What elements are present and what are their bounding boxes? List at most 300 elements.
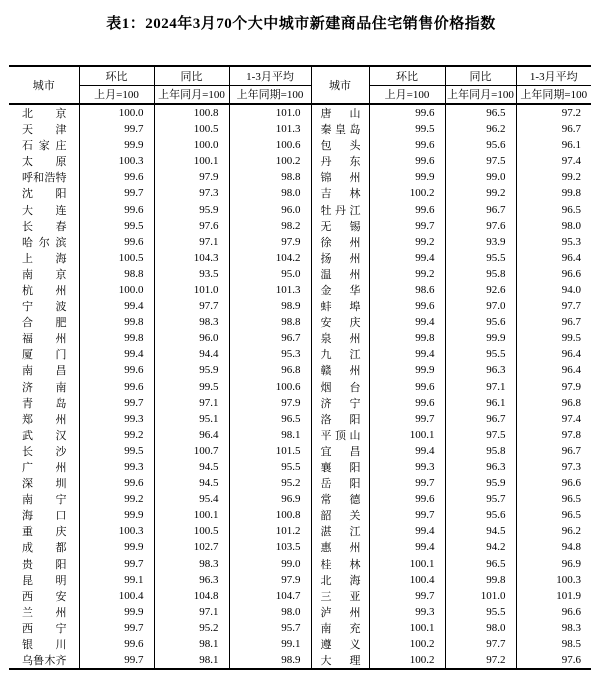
header-avg-base-left: 上年同期=100 <box>229 85 311 104</box>
yoy-value-r: 95.9 <box>445 475 516 491</box>
table-row <box>9 137 591 153</box>
city-cell-r: 遵义 <box>311 636 369 652</box>
city-cell-r: 安庆 <box>311 314 369 330</box>
table-row <box>9 346 591 362</box>
yoy-value: 97.7 <box>154 298 229 314</box>
yoy-value-r: 97.2 <box>445 652 516 669</box>
avg-value: 100.6 <box>229 379 311 395</box>
mom-value-r: 99.4 <box>369 523 445 539</box>
avg-value-r: 101.9 <box>556 589 581 602</box>
yoy-value-r: 97.7 <box>445 636 516 652</box>
city-cell: 福州 <box>9 330 79 346</box>
city-cell: 南宁 <box>9 491 79 507</box>
yoy-value-r: 99.9 <box>445 330 516 346</box>
yoy-value-r: 97.1 <box>445 379 516 395</box>
mom-value: 99.9 <box>79 137 154 153</box>
city-cell-r: 洛阳 <box>311 411 369 427</box>
mom-value: 100.0 <box>79 104 154 121</box>
mom-value: 99.6 <box>79 636 154 652</box>
mom-value-r: 99.7 <box>369 411 445 427</box>
city-cell-r: 赣州 <box>311 362 369 378</box>
mom-value-r: 100.2 <box>369 636 445 652</box>
yoy-value: 101.0 <box>154 282 229 298</box>
city-cell-r: 北海 <box>311 572 369 588</box>
mom-value: 99.6 <box>79 234 154 250</box>
city-cell: 沈阳 <box>9 185 79 201</box>
city-cell: 长春 <box>9 218 79 234</box>
avg-value-r: 94.0 <box>561 283 581 296</box>
header-mom-right: 环比 <box>369 66 445 85</box>
mom-value: 99.7 <box>79 185 154 201</box>
yoy-value-r: 98.0 <box>445 620 516 636</box>
avg-value-r: 96.8 <box>561 396 581 409</box>
mom-value-r: 100.2 <box>369 652 445 669</box>
mom-value: 99.8 <box>79 314 154 330</box>
city-cell-r: 惠州 <box>311 539 369 555</box>
yoy-value-r: 95.5 <box>445 604 516 620</box>
city-cell: 济南 <box>9 379 79 395</box>
city-cell: 广州 <box>9 459 79 475</box>
yoy-value-r: 96.3 <box>445 362 516 378</box>
city-cell: 南昌 <box>9 362 79 378</box>
city-cell: 合肥 <box>9 314 79 330</box>
avg-value-r: 95.3 <box>561 235 581 248</box>
city-cell-r: 吉林 <box>311 185 369 201</box>
table-row <box>9 572 591 588</box>
city-cell: 大连 <box>9 201 79 217</box>
mom-value-r: 99.7 <box>369 218 445 234</box>
avg-value: 97.9 <box>229 234 311 250</box>
table-row <box>9 169 591 185</box>
mom-value-r: 100.1 <box>369 620 445 636</box>
mom-value: 99.3 <box>79 411 154 427</box>
yoy-value: 95.2 <box>154 620 229 636</box>
city-cell-r: 泸州 <box>311 604 369 620</box>
table-body <box>9 104 591 669</box>
avg-value-r: 97.2 <box>561 107 581 119</box>
mom-value-r: 99.6 <box>369 298 445 314</box>
city-cell: 昆明 <box>9 572 79 588</box>
city-cell: 太原 <box>9 153 79 169</box>
avg-value-r: 99.8 <box>561 187 581 200</box>
yoy-value-r: 95.5 <box>445 250 516 266</box>
yoy-value: 96.4 <box>154 427 229 443</box>
avg-value: 99.1 <box>229 636 311 652</box>
mom-value: 99.7 <box>79 620 154 636</box>
mom-value: 99.2 <box>79 427 154 443</box>
mom-value-r: 98.6 <box>369 282 445 298</box>
yoy-value: 98.3 <box>154 556 229 572</box>
mom-value-r: 99.6 <box>369 137 445 153</box>
table-row <box>9 201 591 217</box>
avg-value: 99.0 <box>229 556 311 572</box>
header-avg-left: 1-3月平均 <box>229 66 311 85</box>
mom-value: 100.3 <box>79 153 154 169</box>
mom-value: 99.5 <box>79 218 154 234</box>
avg-value: 95.2 <box>229 475 311 491</box>
mom-value-r: 99.5 <box>369 121 445 137</box>
city-cell-r: 湛江 <box>311 523 369 539</box>
avg-value-r: 96.4 <box>561 364 581 377</box>
avg-value-r: 98.0 <box>561 219 581 232</box>
avg-value: 96.7 <box>229 330 311 346</box>
yoy-value-r: 95.8 <box>445 266 516 282</box>
yoy-value-r: 95.7 <box>445 491 516 507</box>
avg-value: 96.5 <box>229 411 311 427</box>
table-row <box>9 250 591 266</box>
header-city-left: 城市 <box>9 66 79 104</box>
yoy-value-r: 97.0 <box>445 298 516 314</box>
city-cell-r: 韶关 <box>311 507 369 523</box>
yoy-value: 98.3 <box>154 314 229 330</box>
mom-value: 100.5 <box>79 250 154 266</box>
yoy-value-r: 96.1 <box>445 395 516 411</box>
avg-value-r: 97.4 <box>561 155 581 168</box>
avg-value-r: 96.4 <box>561 348 581 361</box>
table-row <box>9 379 591 395</box>
yoy-value-r: 96.3 <box>445 459 516 475</box>
header-avg-right: 1-3月平均 <box>516 66 591 85</box>
city-cell: 成都 <box>9 539 79 555</box>
mom-value-r: 99.2 <box>369 234 445 250</box>
yoy-value-r: 97.5 <box>445 153 516 169</box>
table-row <box>9 491 591 507</box>
avg-value: 98.9 <box>229 652 311 669</box>
avg-value-r: 94.8 <box>561 541 581 554</box>
city-cell-r: 襄阳 <box>311 459 369 475</box>
table-row <box>9 636 591 652</box>
city-cell: 宁波 <box>9 298 79 314</box>
avg-value: 98.0 <box>229 185 311 201</box>
header-yoy-base-left: 上年同月=100 <box>154 85 229 104</box>
mom-value: 99.4 <box>79 346 154 362</box>
mom-value-r: 99.6 <box>369 379 445 395</box>
mom-value: 99.7 <box>79 121 154 137</box>
table-row <box>9 588 591 604</box>
yoy-value: 100.0 <box>154 137 229 153</box>
city-cell: 深圳 <box>9 475 79 491</box>
city-cell: 海口 <box>9 507 79 523</box>
header-mom-base-left: 上月=100 <box>79 85 154 104</box>
header-mom-base-right: 上月=100 <box>369 85 445 104</box>
avg-value-r: 99.5 <box>561 332 581 345</box>
city-cell: 乌鲁木齐 <box>9 652 79 669</box>
avg-value-r: 96.7 <box>561 123 581 136</box>
price-index-table <box>9 65 591 670</box>
avg-value: 104.2 <box>229 250 311 266</box>
yoy-value-r: 99.8 <box>445 572 516 588</box>
avg-value: 98.2 <box>229 218 311 234</box>
mom-value: 98.8 <box>79 266 154 282</box>
avg-value-r: 96.9 <box>561 557 581 570</box>
city-cell-r: 扬州 <box>311 250 369 266</box>
yoy-value-r: 96.5 <box>445 104 516 121</box>
city-cell-r: 丹东 <box>311 153 369 169</box>
yoy-value-r: 96.7 <box>445 201 516 217</box>
avg-value-r: 97.6 <box>561 654 581 667</box>
city-cell-r: 桂林 <box>311 556 369 572</box>
table-row <box>9 539 591 555</box>
city-cell: 南京 <box>9 266 79 282</box>
yoy-value: 100.7 <box>154 443 229 459</box>
yoy-value-r: 94.5 <box>445 523 516 539</box>
table-row <box>9 459 591 475</box>
yoy-value: 98.1 <box>154 636 229 652</box>
avg-value-r: 96.6 <box>561 267 581 280</box>
yoy-value-r: 97.5 <box>445 427 516 443</box>
avg-value-r: 96.1 <box>561 139 581 152</box>
avg-value-r: 96.5 <box>561 493 581 506</box>
table-row <box>9 556 591 572</box>
avg-value-r: 98.5 <box>561 638 581 651</box>
yoy-value: 97.6 <box>154 218 229 234</box>
mom-value-r: 99.6 <box>369 395 445 411</box>
city-cell-r: 无锡 <box>311 218 369 234</box>
table-row <box>9 104 591 121</box>
yoy-value: 97.3 <box>154 185 229 201</box>
city-cell: 杭州 <box>9 282 79 298</box>
header-avg-base-right: 上年同期=100 <box>516 85 591 104</box>
mom-value-r: 99.9 <box>369 362 445 378</box>
mom-value-r: 99.4 <box>369 443 445 459</box>
mom-value-r: 99.2 <box>369 266 445 282</box>
avg-value-r: 96.2 <box>561 525 581 538</box>
avg-value: 103.5 <box>229 539 311 555</box>
yoy-value: 96.0 <box>154 330 229 346</box>
mom-value: 99.9 <box>79 604 154 620</box>
table-row <box>9 266 591 282</box>
mom-value: 99.7 <box>79 652 154 669</box>
avg-value: 95.0 <box>229 266 311 282</box>
yoy-value: 95.9 <box>154 362 229 378</box>
avg-value: 95.7 <box>229 620 311 636</box>
mom-value: 99.5 <box>79 443 154 459</box>
city-cell: 西宁 <box>9 620 79 636</box>
mom-value-r: 100.4 <box>369 572 445 588</box>
avg-value-r: 96.6 <box>561 477 581 490</box>
avg-value: 101.5 <box>229 443 311 459</box>
city-cell-r: 平顶山 <box>311 427 369 443</box>
yoy-value: 95.9 <box>154 201 229 217</box>
city-cell: 上海 <box>9 250 79 266</box>
avg-value: 95.5 <box>229 459 311 475</box>
avg-value: 96.9 <box>229 491 311 507</box>
avg-value-r: 98.3 <box>561 621 581 634</box>
avg-value: 96.8 <box>229 362 311 378</box>
table-row <box>9 362 591 378</box>
city-cell-r: 宜昌 <box>311 443 369 459</box>
yoy-value: 97.1 <box>154 234 229 250</box>
avg-value: 100.6 <box>229 137 311 153</box>
avg-value-r: 97.4 <box>561 412 581 425</box>
yoy-value-r: 101.0 <box>445 588 516 604</box>
city-cell-r: 秦皇岛 <box>311 121 369 137</box>
avg-value-r: 96.6 <box>561 605 581 618</box>
avg-value-r: 100.3 <box>556 573 581 586</box>
yoy-value: 93.5 <box>154 266 229 282</box>
mom-value-r: 99.4 <box>369 346 445 362</box>
yoy-value: 94.5 <box>154 459 229 475</box>
mom-value: 99.7 <box>79 395 154 411</box>
table-row <box>9 427 591 443</box>
city-cell-r: 烟台 <box>311 379 369 395</box>
city-cell: 呼和浩特 <box>9 169 79 185</box>
table-row <box>9 475 591 491</box>
table-row <box>9 411 591 427</box>
yoy-value: 97.1 <box>154 604 229 620</box>
yoy-value: 97.9 <box>154 169 229 185</box>
avg-value-r: 97.7 <box>561 300 581 313</box>
city-cell: 兰州 <box>9 604 79 620</box>
avg-value: 98.1 <box>229 427 311 443</box>
mom-value-r: 99.7 <box>369 475 445 491</box>
table-row <box>9 620 591 636</box>
city-cell: 长沙 <box>9 443 79 459</box>
table-row <box>9 443 591 459</box>
mom-value-r: 100.1 <box>369 556 445 572</box>
yoy-value: 97.1 <box>154 395 229 411</box>
mom-value: 100.4 <box>79 588 154 604</box>
city-cell: 郑州 <box>9 411 79 427</box>
avg-value: 101.3 <box>229 121 311 137</box>
avg-value: 98.8 <box>229 314 311 330</box>
mom-value: 99.7 <box>79 556 154 572</box>
mom-value-r: 99.8 <box>369 330 445 346</box>
yoy-value: 100.8 <box>154 104 229 121</box>
avg-value-r: 96.5 <box>561 509 581 522</box>
yoy-value: 104.3 <box>154 250 229 266</box>
mom-value: 99.1 <box>79 572 154 588</box>
city-cell-r: 唐山 <box>311 104 369 121</box>
table-row <box>9 185 591 201</box>
city-cell-r: 泉州 <box>311 330 369 346</box>
mom-value-r: 99.6 <box>369 491 445 507</box>
city-cell-r: 包头 <box>311 137 369 153</box>
header-yoy-right: 同比 <box>445 66 516 85</box>
avg-value: 101.0 <box>229 104 311 121</box>
yoy-value: 96.3 <box>154 572 229 588</box>
city-cell-r: 蚌埠 <box>311 298 369 314</box>
yoy-value: 95.4 <box>154 491 229 507</box>
mom-value: 99.9 <box>79 507 154 523</box>
avg-value-r: 97.9 <box>561 380 581 393</box>
header-mom-left: 环比 <box>79 66 154 85</box>
city-cell: 西安 <box>9 588 79 604</box>
table-row <box>9 604 591 620</box>
yoy-value-r: 96.5 <box>445 556 516 572</box>
yoy-value: 98.1 <box>154 652 229 669</box>
table-header <box>9 66 591 104</box>
table-row <box>9 282 591 298</box>
table-row <box>9 298 591 314</box>
avg-value: 104.7 <box>229 588 311 604</box>
mom-value: 99.6 <box>79 379 154 395</box>
yoy-value-r: 99.0 <box>445 169 516 185</box>
mom-value: 99.9 <box>79 539 154 555</box>
header-yoy-left: 同比 <box>154 66 229 85</box>
table-row <box>9 153 591 169</box>
table-row <box>9 330 591 346</box>
table-row <box>9 121 591 137</box>
avg-value: 98.8 <box>229 169 311 185</box>
city-cell: 天津 <box>9 121 79 137</box>
avg-value: 96.0 <box>229 201 311 217</box>
mom-value-r: 99.4 <box>369 539 445 555</box>
city-cell: 北京 <box>9 104 79 121</box>
yoy-value-r: 96.7 <box>445 411 516 427</box>
yoy-value-r: 95.6 <box>445 507 516 523</box>
yoy-value-r: 95.6 <box>445 314 516 330</box>
mom-value-r: 99.9 <box>369 169 445 185</box>
mom-value-r: 99.3 <box>369 459 445 475</box>
city-cell: 武汉 <box>9 427 79 443</box>
mom-value-r: 99.4 <box>369 314 445 330</box>
table-row <box>9 234 591 250</box>
city-cell-r: 济宁 <box>311 395 369 411</box>
mom-value-r: 100.2 <box>369 185 445 201</box>
yoy-value-r: 93.9 <box>445 234 516 250</box>
city-cell-r: 锦州 <box>311 169 369 185</box>
avg-value: 98.9 <box>229 298 311 314</box>
avg-value: 101.3 <box>229 282 311 298</box>
yoy-value: 99.5 <box>154 379 229 395</box>
yoy-value: 104.8 <box>154 588 229 604</box>
mom-value: 99.6 <box>79 475 154 491</box>
yoy-value-r: 94.2 <box>445 539 516 555</box>
city-cell-r: 大理 <box>311 652 369 669</box>
mom-value: 99.2 <box>79 491 154 507</box>
city-cell: 银川 <box>9 636 79 652</box>
avg-value-r: 96.5 <box>561 203 581 216</box>
yoy-value: 102.7 <box>154 539 229 555</box>
city-cell-r: 徐州 <box>311 234 369 250</box>
yoy-value: 100.1 <box>154 153 229 169</box>
mom-value-r: 100.1 <box>369 427 445 443</box>
mom-value: 99.6 <box>79 201 154 217</box>
yoy-value-r: 95.8 <box>445 443 516 459</box>
avg-value: 100.8 <box>229 507 311 523</box>
table-row <box>9 218 591 234</box>
city-cell: 哈尔滨 <box>9 234 79 250</box>
yoy-value-r: 95.6 <box>445 137 516 153</box>
table-row <box>9 523 591 539</box>
table-row <box>9 507 591 523</box>
city-cell-r: 金华 <box>311 282 369 298</box>
city-cell-r: 南充 <box>311 620 369 636</box>
avg-value-r: 96.7 <box>561 316 581 329</box>
mom-value: 99.3 <box>79 459 154 475</box>
yoy-value-r: 95.5 <box>445 346 516 362</box>
mom-value: 99.8 <box>79 330 154 346</box>
yoy-value: 94.5 <box>154 475 229 491</box>
avg-value-r: 96.4 <box>561 251 581 264</box>
yoy-value-r: 92.6 <box>445 282 516 298</box>
yoy-value: 95.1 <box>154 411 229 427</box>
yoy-value: 100.5 <box>154 523 229 539</box>
city-cell: 青岛 <box>9 395 79 411</box>
city-cell: 石家庄 <box>9 137 79 153</box>
table-row <box>9 652 591 669</box>
table-row <box>9 314 591 330</box>
mom-value: 100.0 <box>79 282 154 298</box>
yoy-value: 94.4 <box>154 346 229 362</box>
mom-value: 100.3 <box>79 523 154 539</box>
page-title: 表1：2024年3月70个大中城市新建商品住宅销售价格指数 <box>106 16 496 32</box>
city-cell-r: 温州 <box>311 266 369 282</box>
mom-value-r: 99.6 <box>369 104 445 121</box>
avg-value: 101.2 <box>229 523 311 539</box>
city-cell-r: 岳阳 <box>311 475 369 491</box>
